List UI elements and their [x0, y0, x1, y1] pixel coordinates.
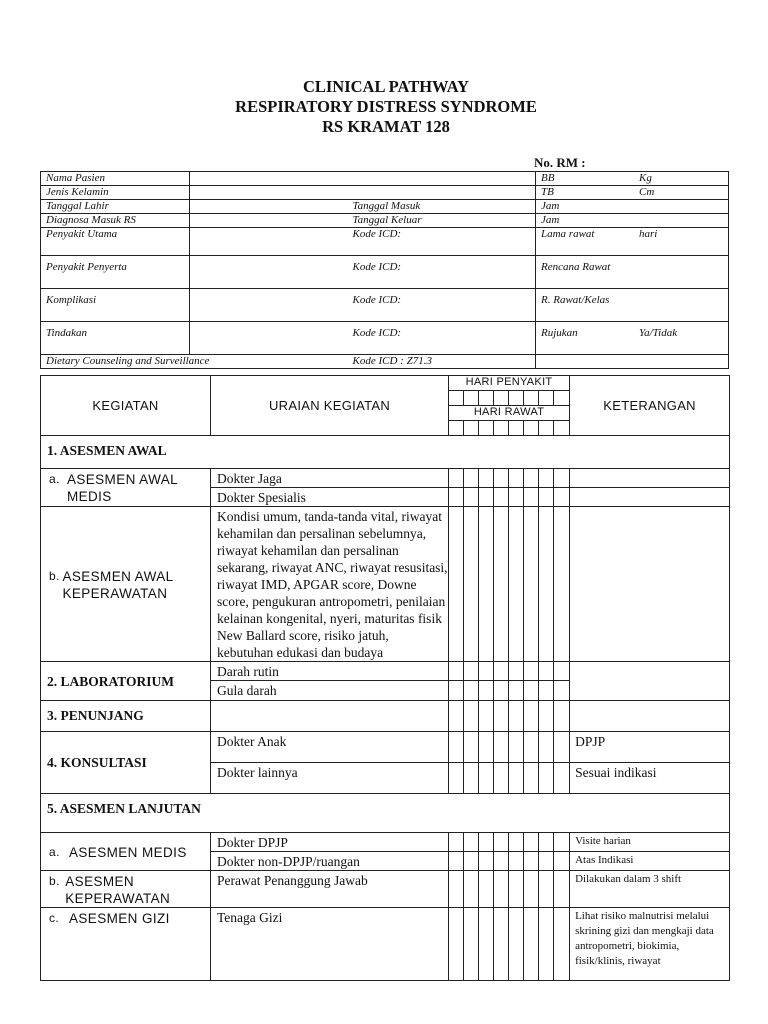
bb-field[interactable]: BB Kg	[536, 172, 729, 186]
kode-icd-dietary: Kode ICD : Z71.3	[348, 355, 536, 369]
rujukan-field[interactable]: Rujukan Ya/Tidak	[536, 322, 729, 355]
penyakit-penyerta-label: Penyakit Penyerta	[41, 256, 190, 289]
ket-visite-harian: Visite harian	[570, 833, 730, 852]
dokter-dpjp: Dokter DPJP	[211, 833, 449, 852]
lama-rawat-field[interactable]: Lama rawat hari	[536, 228, 729, 256]
no-rm-label: No. RM :	[534, 155, 586, 170]
dokter-lainnya: Dokter lainnya	[211, 763, 449, 794]
section-penunjang: 3. PENUNJANG	[41, 701, 211, 732]
section-laboratorium: 2. LABORATORIUM	[41, 662, 211, 701]
ket-gizi: Lihat risiko malnutrisi melalui skrining gizi dan mengkaji data antropometri, biokimia, fisik/klinis, riwayat	[570, 908, 730, 981]
title-clinical-pathway: CLINICAL PATHWAY	[302, 77, 470, 96]
kode-icd-komplikasi: Kode ICD:	[348, 289, 536, 322]
kode-icd-utama: Kode ICD:	[348, 228, 536, 256]
penunjang-uraian[interactable]	[211, 701, 449, 732]
kode-icd-tindakan: Kode ICD:	[348, 322, 536, 355]
tanggal-lahir-field[interactable]	[190, 200, 348, 214]
komplikasi-label: Komplikasi	[41, 289, 190, 322]
rencana-rawat-field[interactable]: Rencana Rawat	[536, 256, 729, 289]
dietary-empty-field[interactable]	[536, 355, 729, 369]
ket-sesuai-indikasi: Sesuai indikasi	[570, 763, 730, 794]
row-asesmen-awal-medis: a. ASESMEN AWAL MEDIS	[41, 469, 211, 507]
tb-field[interactable]: TB Cm	[536, 186, 729, 200]
nama-pasien-field[interactable]	[190, 172, 536, 186]
tanggal-keluar-label: Tanggal Keluar	[348, 214, 536, 228]
tindakan-field[interactable]	[190, 322, 348, 355]
komplikasi-field[interactable]	[190, 289, 348, 322]
header-kegiatan: KEGIATAN	[41, 376, 211, 436]
dokter-anak: Dokter Anak	[211, 732, 449, 763]
gula-darah: Gula darah	[211, 681, 449, 701]
jam-keluar-field[interactable]: Jam	[536, 214, 729, 228]
nama-pasien-label: Nama Pasien	[41, 172, 190, 186]
darah-rutin: Darah rutin	[211, 662, 449, 681]
dietary-label: Dietary Counseling and Surveillance	[41, 355, 348, 369]
header-hari-rawat: HARI RAWAT	[449, 406, 570, 421]
row-asesmen-gizi: c. ASESMEN GIZI	[41, 908, 211, 981]
ket-tiga-shift: Dilakukan dalam 3 shift	[570, 871, 730, 908]
patient-info-table	[40, 171, 729, 369]
section-asesmen-awal: 1. ASESMEN AWAL	[41, 436, 730, 469]
row-asesmen-awal-keperawatan: b. ASESMEN AWAL KEPERAWATAN	[41, 507, 211, 662]
jam-masuk-field[interactable]: Jam	[536, 200, 729, 214]
document-title	[0, 77, 768, 137]
row-asesmen-keperawatan: b. ASESMEN KEPERAWATAN	[41, 871, 211, 908]
header-uraian: URAIAN KEGIATAN	[211, 376, 449, 436]
penyakit-penyerta-field[interactable]	[190, 256, 348, 289]
tindakan-label: Tindakan	[41, 322, 190, 355]
ket-keperawatan[interactable]	[570, 507, 730, 662]
jenis-kelamin-field[interactable]	[190, 186, 536, 200]
ket-penunjang[interactable]	[570, 701, 730, 732]
ket-dokter-jaga[interactable]	[570, 469, 730, 488]
row-asesmen-medis: a. ASESMEN MEDIS	[41, 833, 211, 871]
diagnosa-label: Diagnosa Masuk RS	[41, 214, 190, 228]
section-konsultasi: 4. KONSULTASI	[41, 732, 211, 794]
perawat-penanggung-jawab: Perawat Penanggung Jawab	[211, 871, 449, 908]
dokter-non-dpjp: Dokter non-DPJP/ruangan	[211, 852, 449, 871]
ket-dokter-spesialis[interactable]	[570, 488, 730, 507]
section-asesmen-lanjutan: 5. ASESMEN LANJUTAN	[41, 794, 730, 833]
title-diagnosis: RESPIRATORY DISTRESS SYNDROME	[235, 97, 537, 116]
penyakit-utama-field[interactable]	[190, 228, 348, 256]
tenaga-gizi: Tenaga Gizi	[211, 908, 449, 981]
dokter-jaga: Dokter Jaga	[211, 469, 449, 488]
tanggal-masuk-label: Tanggal Masuk	[348, 200, 536, 214]
kode-icd-penyerta: Kode ICD:	[348, 256, 536, 289]
title-hospital: RS KRAMAT 128	[322, 117, 450, 136]
header-keterangan: KETERANGAN	[570, 376, 730, 436]
dokter-spesialis: Dokter Spesialis	[211, 488, 449, 507]
pathway-table	[40, 375, 730, 981]
tanggal-lahir-label: Tanggal Lahir	[41, 200, 190, 214]
ket-laboratorium[interactable]	[570, 662, 730, 701]
header-hari-penyakit: HARI PENYAKIT	[449, 376, 570, 391]
diagnosa-field[interactable]	[190, 214, 348, 228]
jenis-kelamin-label: Jenis Kelamin	[41, 186, 190, 200]
keperawatan-uraian: Kondisi umum, tanda-tanda vital, riwayat kehamilan dan persalinan sebelumnya, riwayat kehamilan dan persalinan sekarang, riwayat ANC, riwayat resusitasi, riwayat IMD, APGAR score, Downe score, pengukuran antropometri, penilaian kelainan kongenital, nyeri, maturitas fisik New Ballard score, risiko jatuh, kebutuhan edukasi dan budaya	[211, 507, 449, 662]
rawat-kelas-field[interactable]: R. Rawat/Kelas	[536, 289, 729, 322]
ket-dpjp: DPJP	[570, 732, 730, 763]
penyakit-utama-label: Penyakit Utama	[41, 228, 190, 256]
ket-atas-indikasi: Atas Indikasi	[570, 852, 730, 871]
